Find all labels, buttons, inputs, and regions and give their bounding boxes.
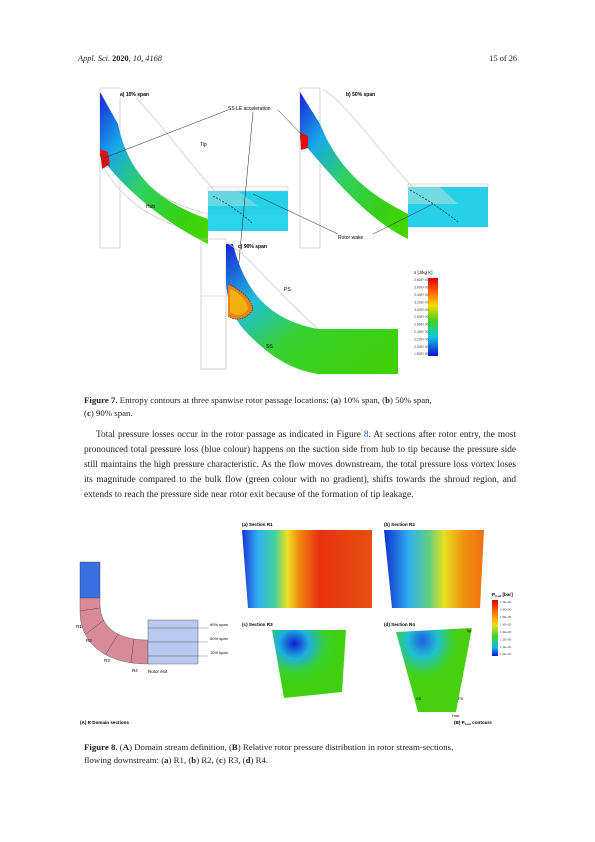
caption-part: c: [218, 754, 223, 765]
caption-part: (: [117, 742, 123, 752]
tip-label: Tip: [200, 142, 207, 148]
panel-b-50-span: [300, 88, 488, 248]
r4-ss-label: SS: [416, 696, 422, 701]
legend-tick-label: 3.00E+00: [414, 307, 429, 312]
caption-part: d: [245, 754, 251, 765]
panel-a-10-span: [100, 88, 288, 248]
ss-label: SS: [266, 344, 273, 350]
rotor-wake-label: Rotor wake: [338, 235, 364, 241]
span-90-label: 90% span: [210, 622, 228, 627]
entropy-legend-bar: [428, 278, 438, 356]
ss-le-line-b: [278, 110, 303, 136]
running-header: [78, 54, 162, 63]
entropy-legend-ticks: [414, 278, 429, 356]
r4-ps-label: PS: [458, 696, 464, 701]
legend-tick-label: 3.20E+00: [414, 300, 429, 305]
r1-label: R1: [76, 624, 82, 629]
figure-7-caption: [84, 394, 514, 419]
legend-tick-label: 3.40E+00: [414, 293, 429, 297]
rotor-exit-label: Rotor exit: [148, 669, 168, 674]
entropy-legend-title: s [J/kg K]: [414, 270, 433, 275]
page-number: 15 of 26: [489, 54, 517, 63]
body-paragraph: [84, 428, 516, 503]
ss-le-line-a: [104, 110, 228, 158]
panel-b-label: b) 50% span: [346, 92, 376, 98]
domain-sections-label: (A) R Domain sections: [80, 720, 130, 725]
span-10-label: 10% span: [210, 650, 228, 655]
paragraph-text: Total pressure losses occur in the rotor passage as indicated in Figure: [96, 430, 364, 440]
caption-part: ) 90% span.: [90, 407, 133, 418]
r4-label: R4: [132, 668, 138, 673]
hub-label: Hub: [146, 204, 156, 210]
figure-8-pressure-contours: [76, 516, 524, 730]
caption-part: (: [84, 407, 87, 418]
section-r1-label: (a) Section R1: [242, 522, 273, 527]
caption-part: ) 10% span, (: [338, 395, 386, 405]
legend-tick-label: 1.5E+00: [500, 615, 512, 620]
legend-tick-label: 2.40E+00: [414, 330, 429, 334]
figure-8-caption: [84, 741, 514, 766]
legend-tick-label: 1.2E+00: [500, 637, 512, 642]
caption-part: flowing downstream: (: [84, 754, 165, 765]
caption-part: B: [231, 742, 238, 752]
legend-tick-label: 1.3E+00: [500, 629, 512, 634]
caption-part: A: [122, 742, 130, 752]
journal-name: Appl. Sci.: [78, 54, 111, 63]
span-50-label: 50% span: [210, 636, 228, 641]
legend-tick-label: 1.80E+00: [414, 352, 429, 357]
panel-c-90-span: [201, 239, 398, 374]
caption-part: ) R4.: [250, 754, 269, 765]
r3-label: R3: [104, 658, 110, 663]
journal-volume: , 10, 4168: [128, 54, 162, 63]
legend-tick-label: 2.60E+00: [414, 322, 429, 327]
panel-a-label: a) 10% span: [120, 92, 149, 98]
pressure-legend-ticks: [500, 600, 512, 656]
contours-label: (B) $P_{0,rel}$ contours: [454, 720, 492, 726]
section-r3-label: (c) Section R3: [242, 622, 273, 627]
panel-c-label: c) 90% span: [238, 244, 267, 250]
figure-7-caption-label: Figure 7.: [84, 395, 118, 405]
legend-tick-label: 3.60E+00: [414, 285, 429, 290]
caption-part: b: [385, 395, 390, 405]
legend-tick-label: 1.1E+00: [500, 644, 512, 649]
pressure-legend-title: $P_{0,rel}$ [bar]: [492, 592, 513, 598]
legend-tick-label: 2.80E+00: [414, 315, 429, 320]
r4-hub-label: Hub: [452, 713, 460, 718]
caption-part: c: [86, 407, 91, 418]
ps-label: PS: [284, 287, 291, 293]
legend-tick-label: 2.00E+00: [414, 344, 429, 349]
caption-part: ) 50% span,: [389, 395, 432, 405]
figure-7-entropy-contours: [88, 84, 508, 390]
legend-tick-label: 1.0E+00: [500, 652, 512, 657]
section-r3-contour: [272, 630, 346, 698]
legend-tick-label: 1.6E+00: [500, 607, 512, 612]
figure-8-caption-label: Figure 8.: [84, 742, 118, 752]
ss-le-acceleration-label: SS LE acceleration: [228, 106, 271, 112]
section-r2-contour: [384, 530, 484, 608]
domain-stream-diagram: [80, 562, 208, 664]
section-r1-contour: [242, 530, 372, 608]
journal-year: 2020: [112, 54, 129, 63]
caption-part: a: [333, 395, 339, 405]
caption-part: ) R3, (: [222, 754, 246, 765]
caption-part: b: [191, 754, 197, 765]
caption-part: ) Relative rotor pressure distribution in rotor stream-sections,: [237, 742, 454, 752]
caption-part: Entropy contours at three spanwise rotor passage locations: (: [117, 395, 334, 405]
section-r2-label: (b) Section R2: [384, 522, 415, 527]
figure-8-link[interactable]: 8: [363, 430, 369, 440]
legend-tick-label: 1.4E+00: [500, 622, 512, 627]
legend-tick-label: 2.20E+00: [414, 337, 429, 342]
caption-part: ) R2, (: [196, 754, 219, 765]
r2-label: R2: [86, 638, 92, 643]
legend-tick-label: 3.80E+00: [414, 278, 429, 283]
caption-part: a: [164, 754, 169, 765]
r4-tip-label: Tip: [466, 628, 472, 633]
legend-tick-label: 1.7E+00: [500, 600, 512, 605]
caption-part: ) Domain stream definition, (: [129, 742, 232, 752]
section-r4-label: (d) Section R4: [384, 622, 415, 627]
pressure-legend-bar: [492, 600, 498, 656]
paragraph-text: . At sections after rotor entry, the most pronounced total pressure loss (blue colour) happens on the suction side from hub to tip because the pressure side still maintains the high pressure characteristic. As the flow moves downstream, the total pressure loss vortex loses its magnitude compared to the bulk flow (green colour with no gradient), shifts towards the shroud region, and extends to reach the pressure side near rotor exit because of the formation of tip leakage.: [84, 430, 516, 500]
caption-part: ) R1, (: [168, 754, 192, 765]
